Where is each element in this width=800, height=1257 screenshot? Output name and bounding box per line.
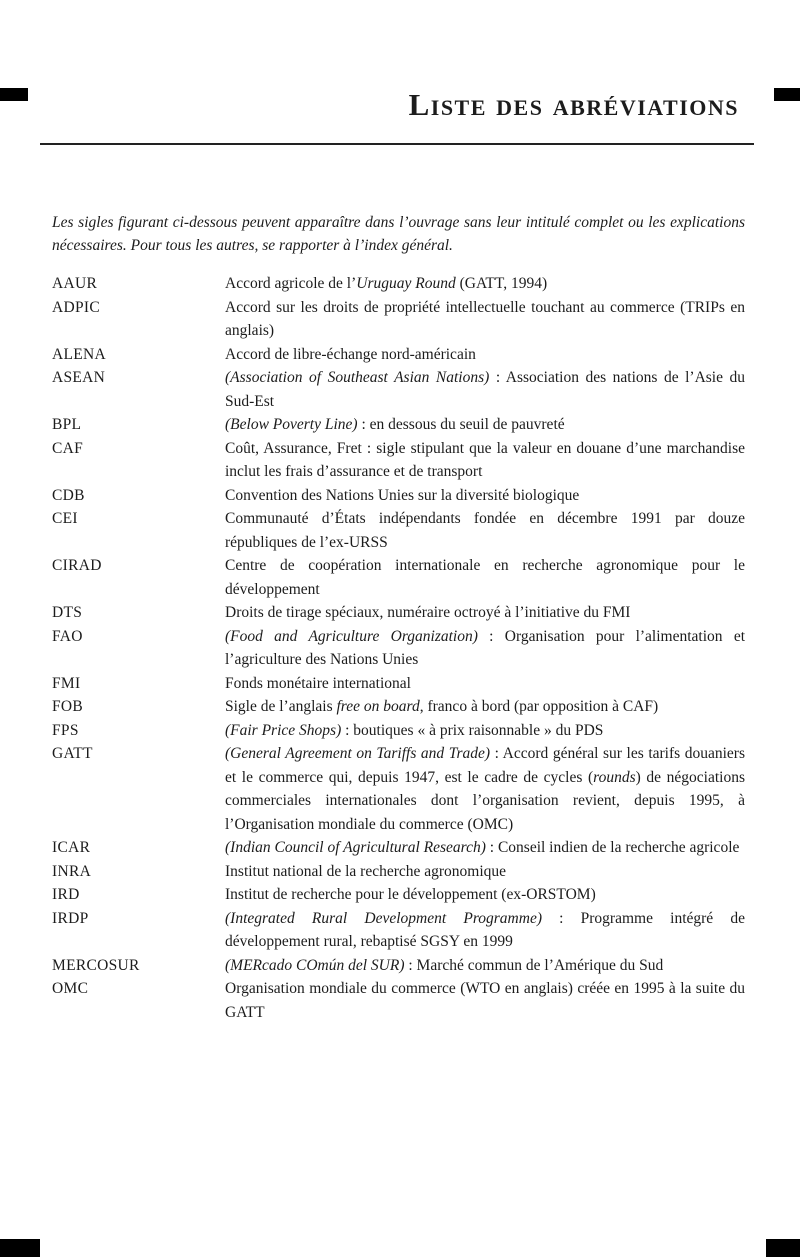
scan-mark-top-left — [0, 88, 28, 101]
abbr-definition: Droits de tirage spéciaux, numéraire octroyé à l’initiative du FMI — [225, 604, 631, 622]
title-rule — [40, 143, 754, 145]
abbr-definition: Fonds monétaire international — [225, 674, 411, 692]
list-item — [52, 272, 745, 296]
page — [0, 88, 800, 1024]
abbr-term: INRA — [52, 862, 92, 880]
abbr-term: IRD — [52, 886, 80, 904]
abbr-term: MERCOSUR — [52, 956, 140, 974]
page-title: Liste des abréviations — [408, 87, 739, 122]
scan-mark-bottom-left — [0, 1239, 40, 1257]
list-item — [52, 343, 745, 367]
list-item — [52, 554, 745, 601]
abbr-term: CEI — [52, 510, 78, 528]
abbr-definition: (Fair Price Shops) : boutiques « à prix raisonnable » du PDS — [225, 721, 604, 739]
list-item — [52, 296, 745, 343]
list-item — [52, 742, 745, 836]
abbr-definition: Organisation mondiale du commerce (WTO en anglais) créée en 1995 à la suite du GATT — [225, 980, 745, 1021]
list-item — [52, 601, 745, 625]
abbr-term: IRDP — [52, 909, 89, 927]
list-item — [52, 954, 745, 978]
abbr-term: ADPIC — [52, 298, 101, 316]
abbr-definition: Institut national de la recherche agronomique — [225, 862, 507, 880]
abbreviation-list — [52, 272, 745, 1024]
abbr-definition: (MERcado COmún del SUR) : Marché commun de l’Amérique du Sud — [225, 956, 664, 974]
list-item — [52, 484, 745, 508]
abbr-term: ASEAN — [52, 369, 106, 387]
list-item — [52, 672, 745, 696]
abbr-definition: Communauté d’États indépendants fondée en décembre 1991 par douze républiques de l’ex-URSS — [225, 510, 745, 551]
list-item — [52, 883, 745, 907]
list-item — [52, 625, 745, 672]
abbr-term: FOB — [52, 698, 84, 716]
abbr-definition: (Below Poverty Line) : en dessous du seuil de pauvreté — [225, 416, 565, 434]
list-item — [52, 366, 745, 413]
abbr-definition: Sigle de l’anglais free on board, franco à bord (par opposition à CAF) — [225, 698, 659, 716]
list-item — [52, 907, 745, 954]
abbr-term: FPS — [52, 721, 79, 739]
scan-mark-top-right — [774, 88, 800, 101]
abbr-definition: Institut de recherche pour le développement (ex-ORSTOM) — [225, 886, 596, 904]
abbr-definition: Coût, Assurance, Fret : sigle stipulant que la valeur en douane d’une marchandise inclut les frais d’assurance et de transport — [225, 439, 745, 481]
abbr-definition: (General Agreement on Tariffs and Trade) : Accord général sur les tarifs douaniers et le commerce qui, depuis 1947, est le cadre de cycles (rounds) de négociations commerciales internationales dont l’organisation revient, depuis 1995, à l’Organisation mondiale du commerce (OMC) — [225, 745, 745, 833]
abbr-definition: Centre de coopération internationale en recherche agronomique pour le développement — [225, 557, 745, 598]
abbr-term: OMC — [52, 980, 89, 998]
list-item — [52, 437, 745, 484]
abbr-term: CDB — [52, 486, 85, 504]
abbr-definition: Convention des Nations Unies sur la diversité biologique — [225, 486, 580, 504]
abbr-definition: Accord agricole de l’Uruguay Round (GATT, 1994) — [225, 275, 548, 293]
abbr-term: BPL — [52, 416, 82, 434]
abbr-definition: Accord sur les droits de propriété intellectuelle touchant au commerce (TRIPs en anglais) — [225, 298, 745, 340]
intro-paragraph: Les sigles figurant ci-dessous peuvent apparaître dans l’ouvrage sans leur intitulé complet ou les explications nécessaires. Pour tous les autres, se rapporter à l’index général. — [52, 213, 745, 254]
abbr-definition: (Integrated Rural Development Programme) : Programme intégré de développement rural, rebaptisé SGSY en 1999 — [225, 909, 745, 951]
abbr-definition: Accord de libre-échange nord-américain — [225, 345, 476, 363]
abbr-term: FMI — [52, 674, 81, 692]
abbr-definition: (Indian Council of Agricultural Research) : Conseil indien de la recherche agricole — [225, 839, 740, 857]
abbr-term: ICAR — [52, 839, 91, 857]
list-item — [52, 507, 745, 554]
list-item — [52, 860, 745, 884]
abbr-definition: (Food and Agriculture Organization) : Organisation pour l’alimentation et l’agriculture des Nations Unies — [225, 627, 746, 669]
abbr-term: GATT — [52, 745, 93, 763]
abbr-term: CAF — [52, 439, 84, 457]
scan-mark-bottom-right — [766, 1239, 800, 1257]
abbr-term: DTS — [52, 604, 83, 622]
abbr-term: AAUR — [52, 275, 98, 293]
list-item — [52, 413, 745, 437]
abbr-term: ALENA — [52, 345, 107, 363]
abbr-definition: (Association of Southeast Asian Nations) : Association des nations de l’Asie du Sud-Est — [225, 369, 745, 410]
list-item — [52, 836, 745, 860]
list-item — [52, 695, 745, 719]
list-item — [52, 719, 745, 743]
abbr-term: FAO — [52, 627, 83, 645]
abbr-term: CIRAD — [52, 557, 102, 575]
list-item — [52, 977, 745, 1024]
